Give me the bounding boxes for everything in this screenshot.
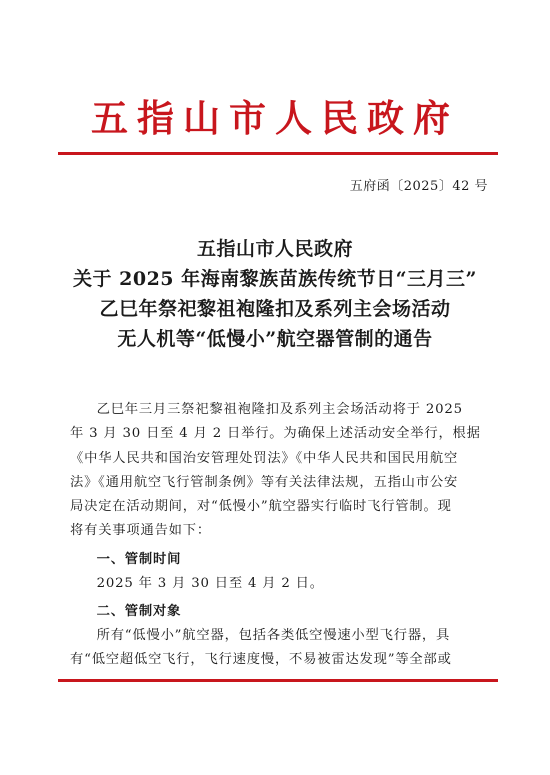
notice-title-line: 无人机等“低慢小”航空器管制的通告: [117, 328, 433, 350]
body-line: 局决定在活动期间，对“低慢小”航空器实行临时飞行管制。现: [70, 499, 452, 515]
red-divider-bottom: [58, 679, 498, 682]
notice-title-line: 关于 2025 年海南黎族苗族传统节日“三月三”: [73, 268, 477, 290]
notice-title-line: 乙巳年祭祀黎祖袍隆扣及系列主会场活动: [99, 298, 451, 320]
section-heading-control-time: 一、管制时间: [96, 551, 182, 567]
body-line: 所有“低慢小”航空器，包括各类低空慢速小型飞行器，具: [96, 628, 451, 644]
notice-title: [0, 234, 550, 354]
red-divider-top: [58, 152, 498, 155]
document-number: 五府函〔2025〕42 号: [349, 179, 488, 194]
section-heading-control-targets: 二、管制对象: [96, 604, 182, 620]
issuing-authority-header: 五指山市人民政府: [91, 97, 459, 140]
body-line: 年 3 月 30 日至 4 月 2 日举行。为确保上述活动安全举行，根据: [70, 426, 481, 442]
body-line: 乙巳年三月三祭祀黎祖袍隆扣及系列主会场活动将于 2025: [96, 402, 463, 417]
body-line: 有“低空超低空飞行，飞行速度慢，不易被雷达发现”等全部或: [70, 652, 452, 668]
body-line: 《中华人民共和国治安管理处罚法》《中华人民共和国民用航空: [70, 450, 459, 466]
notice-title-line: 五指山市人民政府: [196, 238, 353, 260]
body-line: 法》《通用航空飞行管制条例》等有关法律法规，五指山市公安: [70, 474, 459, 490]
section-text-control-time: 2025 年 3 月 30 日至 4 月 2 日。: [96, 575, 324, 591]
body-line: 将有关事项通告如下：: [70, 523, 211, 539]
notice-body: [70, 398, 482, 673]
